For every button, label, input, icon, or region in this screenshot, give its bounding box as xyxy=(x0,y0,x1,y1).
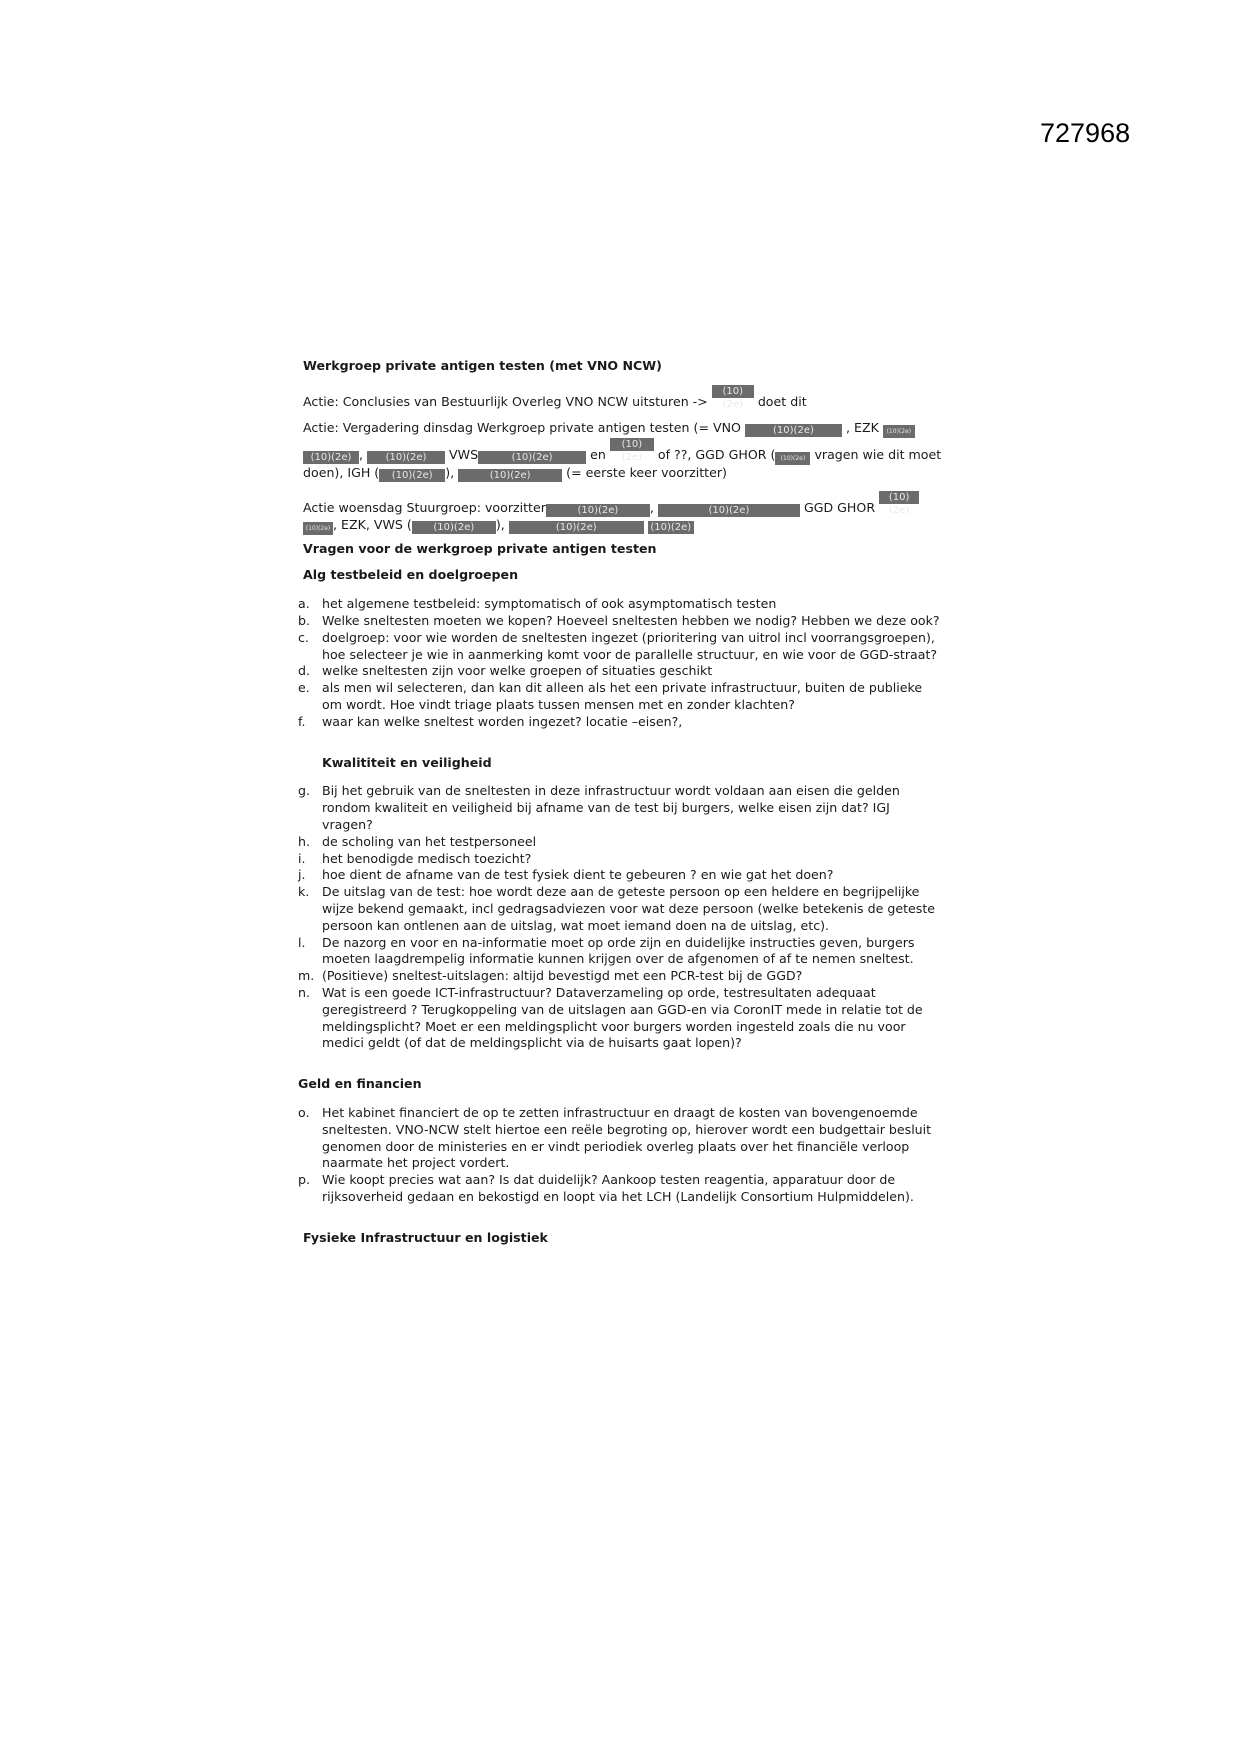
action-text: vragen wie dit moet doen), IGH ( xyxy=(303,446,942,480)
action-text: , xyxy=(359,446,364,462)
list-marker: o. xyxy=(298,1104,310,1120)
list-text: Bij het gebruik van de sneltesten in deze infrastructuur wordt voldaan aan eisen die gelden rondom kwaliteit en veiligheid bij afname van de test bij burgers, welke eisen zijn dat? IGJ vragen? xyxy=(322,783,900,832)
redaction-box: (10)(2e) xyxy=(546,504,650,517)
action-text: ), xyxy=(445,464,455,480)
redaction-box: (10)(2e) xyxy=(412,521,496,534)
list-text: welke sneltesten zijn voor welke groepen of situaties geschikt xyxy=(322,663,713,679)
redaction-box: (10)(2e) xyxy=(303,451,359,464)
document-number: 727968 xyxy=(1040,118,1131,148)
list-item xyxy=(298,630,943,664)
question-list xyxy=(298,596,943,730)
list-marker: g. xyxy=(298,783,310,799)
list-item xyxy=(298,851,943,868)
list-text: Het kabinet financiert de op te zetten infrastructuur en draagt de kosten van bovengenoemde sneltesten. VNO-NCW stelt hiertoe een reële begroting op, hierover wordt een budgettair besluit genomen door de ministeries en er vindt periodiek overleg plaats over het financiële verloop naarmate het project vordert. xyxy=(322,1104,932,1171)
document-body xyxy=(298,358,943,1246)
document-title: Werkgroep private antigen testen (met VNO NCW) xyxy=(303,358,662,373)
redaction-box: (10)(2e) xyxy=(712,385,754,398)
action-conclusions xyxy=(303,385,943,411)
redaction-box: (10)(2e) xyxy=(367,451,445,464)
list-text: Wat is een goede ICT-infrastructuur? Dataverzameling op orde, testresultaten adequaat geregistreerd ? Terugkoppeling van de uitslagen aan GGD-en via CoronIT mede in relatie tot de meldingsplicht? Moet er een meldingsplicht voor burgers worden ingesteld zoals die nu voor medici geldt (of dat de meldingsplicht via de huisarts gaat lopen)? xyxy=(322,984,923,1051)
section-heading: Geld en financien xyxy=(298,1076,422,1092)
action-steering-wednesday xyxy=(303,491,943,535)
action-text: doet dit xyxy=(757,393,807,409)
list-marker: p. xyxy=(298,1172,310,1188)
list-marker: l. xyxy=(298,934,306,950)
action-text: of ??, GGD GHOR ( xyxy=(657,446,776,462)
action-text: GGD GHOR xyxy=(803,499,876,515)
list-text: hoe dient de afname van de test fysiek dient te gebeuren ? en wie gat het doen? xyxy=(322,867,834,883)
list-text: het benodigde medisch toezicht? xyxy=(322,850,532,866)
list-marker: f. xyxy=(298,713,306,729)
redaction-box: (10)(2e) xyxy=(610,438,654,451)
list-item xyxy=(298,985,943,1052)
list-text: De nazorg en voor en na-informatie moet op orde zijn en duidelijke instructies geven, burgers moeten laagdrempelig informatie kunnen krijgen over de afgenomen of af te nemen sneltest. xyxy=(322,934,915,967)
list-text: als men wil selecteren, dan kan dit alleen als het een private infrastructuur, buiten de publieke om wordt. Hoe vindt triage plaats tussen mensen met en zonder klachten? xyxy=(322,680,923,712)
list-item xyxy=(298,783,943,833)
list-text: het algemene testbeleid: symptomatisch of ook asymptomatisch testen xyxy=(322,596,777,612)
action-text: Actie woensdag Stuurgroep: voorzitter xyxy=(303,499,546,515)
action-text: , EZK, VWS ( xyxy=(333,516,412,532)
questions-title: Vragen voor de werkgroep private antigen testen xyxy=(303,540,657,556)
list-text: Welke sneltesten moeten we kopen? Hoeveel sneltesten hebben we nodig? Hebben we deze ook? xyxy=(322,612,940,628)
list-item xyxy=(298,613,943,630)
list-item xyxy=(298,663,943,680)
redaction-box: (10)(2e) xyxy=(379,469,445,482)
redaction-box: (10)(2e) xyxy=(509,521,644,534)
list-marker: j. xyxy=(298,867,306,883)
list-item xyxy=(298,968,943,985)
list-marker: k. xyxy=(298,884,310,900)
list-item xyxy=(298,834,943,851)
list-item xyxy=(298,1105,943,1172)
list-marker: a. xyxy=(298,596,310,612)
list-marker: e. xyxy=(298,680,310,696)
list-item xyxy=(298,935,943,969)
redaction-box: (10)(2e) xyxy=(303,522,333,535)
list-item xyxy=(298,867,943,884)
list-marker: m. xyxy=(298,968,315,984)
action-text: , EZK xyxy=(845,419,879,435)
question-list xyxy=(298,783,943,1052)
action-meeting-tuesday xyxy=(303,420,943,482)
redaction-box: (10)(2e) xyxy=(745,424,842,437)
list-text: (Positieve) sneltest-uitslagen: altijd bevestigd met een PCR-test bij de GGD? xyxy=(322,968,803,984)
action-text: ), xyxy=(495,516,505,532)
list-text: Wie koopt precies wat aan? Is dat duidelijk? Aankoop testen reagentia, apparatuur door de rijksoverheid gedaan en bekostigd en loopt via het LCH (Landelijk Consortium Hulpmiddelen). xyxy=(322,1172,914,1204)
list-text: waar kan welke sneltest worden ingezet? locatie –eisen?, xyxy=(322,713,683,729)
list-text: de scholing van het testpersoneel xyxy=(322,833,537,849)
list-marker: n. xyxy=(298,984,310,1000)
list-text: doelgroep: voor wie worden de sneltesten ingezet (prioritering van uitrol incl voorrangsgroepen), hoe selecteer je wie in aanmerking komt voor de parallelle structuur, en wie voor de GGD-straat? xyxy=(322,629,938,662)
action-text: , xyxy=(649,499,654,515)
action-text: Actie: Conclusies van Bestuurlijk Overleg VNO NCW uitsturen -> xyxy=(303,393,708,409)
section-heading: Kwalititeit en veiligheid xyxy=(322,754,492,770)
action-text: (= eerste keer voorzitter) xyxy=(566,464,727,480)
list-marker: b. xyxy=(298,612,310,628)
list-item xyxy=(298,596,943,613)
list-item xyxy=(298,1172,943,1206)
action-text: en xyxy=(590,446,606,462)
section-heading: Fysieke Infrastructuur en logistiek xyxy=(303,1229,548,1245)
redaction-box: (10)(2e) xyxy=(883,425,915,438)
redaction-box: (10)(2e) xyxy=(648,521,694,534)
list-text: De uitslag van de test: hoe wordt deze aan de geteste persoon op een heldere en begrijpelijke wijze bekend gemaakt, incl gedragsadviezen voor wat deze persoon (welke betekenis de geteste persoon kan ontlenen aan de uitslag, wat moet iemand doen na de uitslag, etc). xyxy=(322,884,936,933)
section-heading: Alg testbeleid en doelgroepen xyxy=(303,567,519,583)
list-item xyxy=(298,884,943,934)
question-list xyxy=(298,1105,943,1206)
action-text: Actie: Vergadering dinsdag Werkgroep private antigen testen (= VNO xyxy=(303,419,741,435)
list-marker: d. xyxy=(298,663,310,679)
action-text: VWS xyxy=(449,446,479,462)
redaction-box: (10)(2e) xyxy=(478,451,586,464)
list-item xyxy=(298,714,943,731)
list-marker: c. xyxy=(298,629,309,645)
redaction-box: (10)(2e) xyxy=(458,469,562,482)
list-marker: h. xyxy=(298,833,310,849)
redaction-box: (10)(2e) xyxy=(658,504,800,517)
list-marker: i. xyxy=(298,850,306,866)
list-item xyxy=(298,680,943,714)
redaction-box: (10)(2e) xyxy=(879,491,919,504)
redaction-box: (10)(2e) xyxy=(775,452,810,465)
